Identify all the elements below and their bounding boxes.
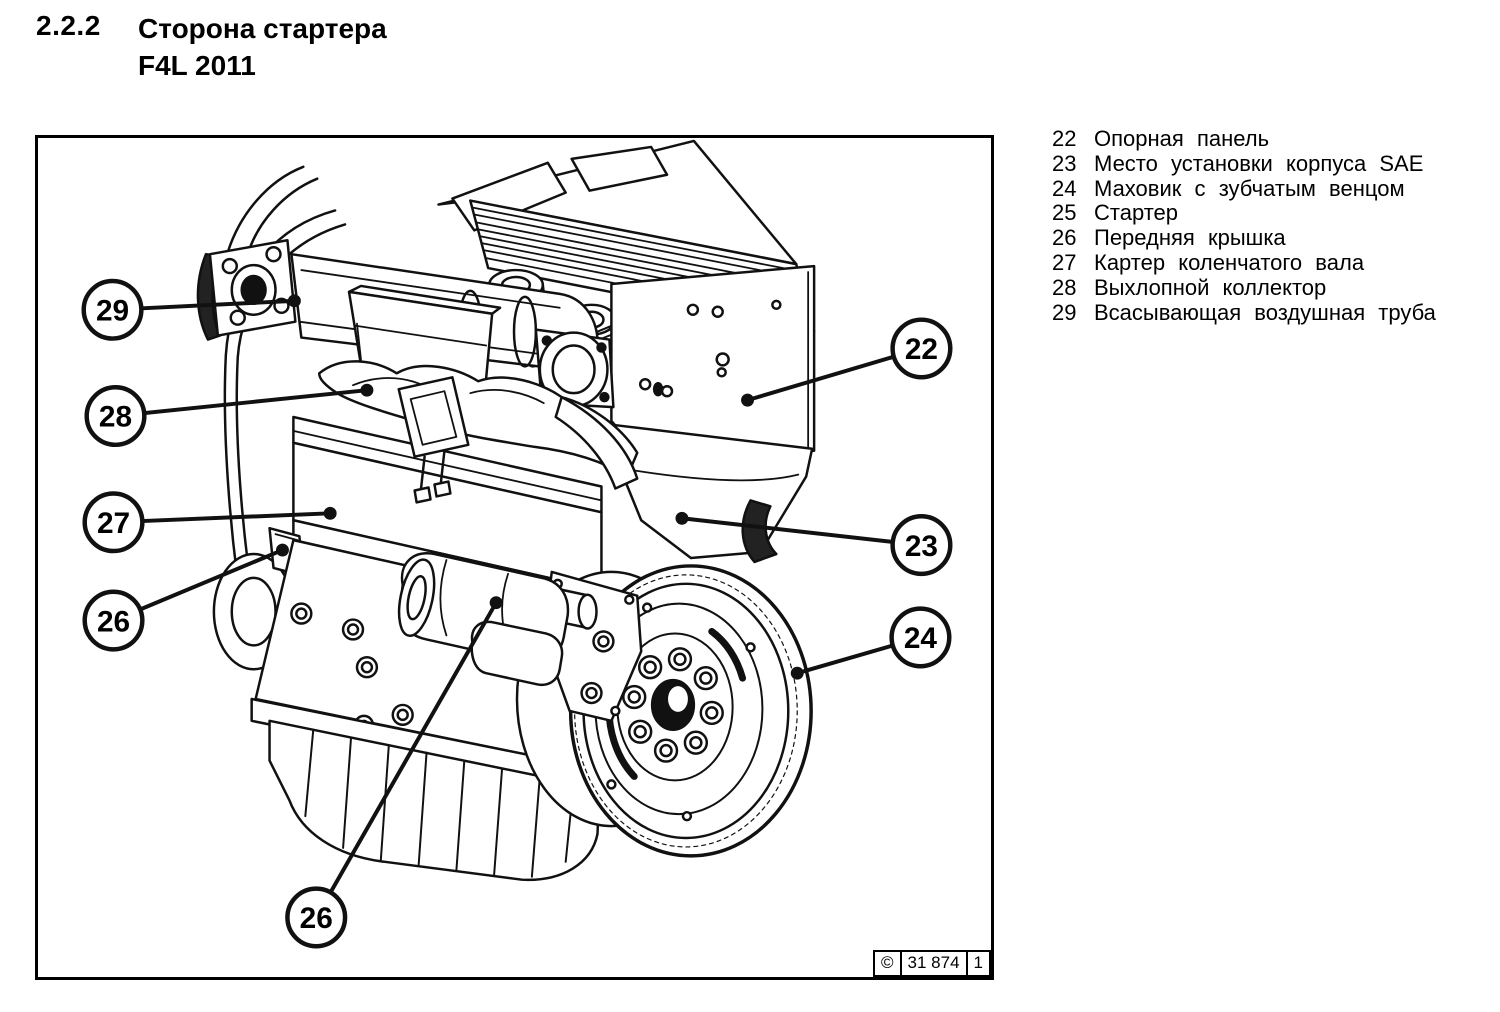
legend-num: 29	[1052, 299, 1077, 325]
sae-mounting-face	[613, 425, 812, 562]
section-number: 2.2.2	[36, 10, 101, 41]
legend-label: Выхлопной коллектор	[1094, 274, 1327, 300]
stamp-copyright: ©	[873, 950, 900, 977]
legend-item-22	[1052, 127, 1436, 152]
legend-num: 28	[1052, 274, 1077, 300]
figure-frame	[35, 135, 994, 980]
legend-label: Место установки корпуса SAE	[1094, 150, 1424, 176]
legend-label: Передняя крышка	[1094, 225, 1286, 251]
stamp-page: 1	[966, 950, 991, 977]
legend-item-27	[1052, 251, 1436, 276]
callout-26-bottom-label: 26	[299, 902, 333, 936]
callout-29-label: 29	[95, 294, 130, 328]
callout-22-label: 22	[904, 333, 939, 367]
engine-diagram	[38, 138, 991, 977]
legend-item-26	[1052, 226, 1436, 251]
legend-num: 23	[1052, 150, 1077, 176]
callout-23-label: 23	[904, 529, 939, 563]
callout-28-label: 28	[98, 400, 133, 434]
page-title	[138, 10, 387, 84]
callout-24	[791, 609, 950, 680]
page-title-line2: F4L 2011	[138, 50, 256, 81]
callout-26-left-label: 26	[96, 605, 131, 639]
legend-label: Всасывающая воздушная труба	[1094, 299, 1436, 325]
engine-illustration	[198, 141, 814, 880]
legend-num: 22	[1052, 126, 1077, 151]
legend	[1052, 127, 1436, 325]
legend-label: Стартер	[1094, 200, 1179, 226]
legend-item-24	[1052, 177, 1436, 202]
legend-num: 27	[1052, 249, 1077, 275]
page-title-line1: Сторона стартера	[138, 13, 387, 44]
legend-num: 26	[1052, 225, 1077, 251]
callout-27-label: 27	[96, 506, 131, 540]
legend-label: Маховик с зубчатым венцом	[1094, 175, 1405, 201]
legend-item-25	[1052, 201, 1436, 226]
legend-label: Опорная панель	[1094, 126, 1270, 151]
legend-num: 25	[1052, 200, 1077, 226]
legend-item-28	[1052, 276, 1436, 301]
figure-stamp	[873, 950, 991, 977]
legend-label: Картер коленчатого вала	[1094, 249, 1365, 275]
callout-24-label: 24	[903, 622, 938, 656]
legend-item-23	[1052, 152, 1436, 177]
legend-num: 24	[1052, 175, 1077, 201]
legend-item-29	[1052, 301, 1436, 326]
stamp-code: 31 874	[900, 950, 966, 977]
